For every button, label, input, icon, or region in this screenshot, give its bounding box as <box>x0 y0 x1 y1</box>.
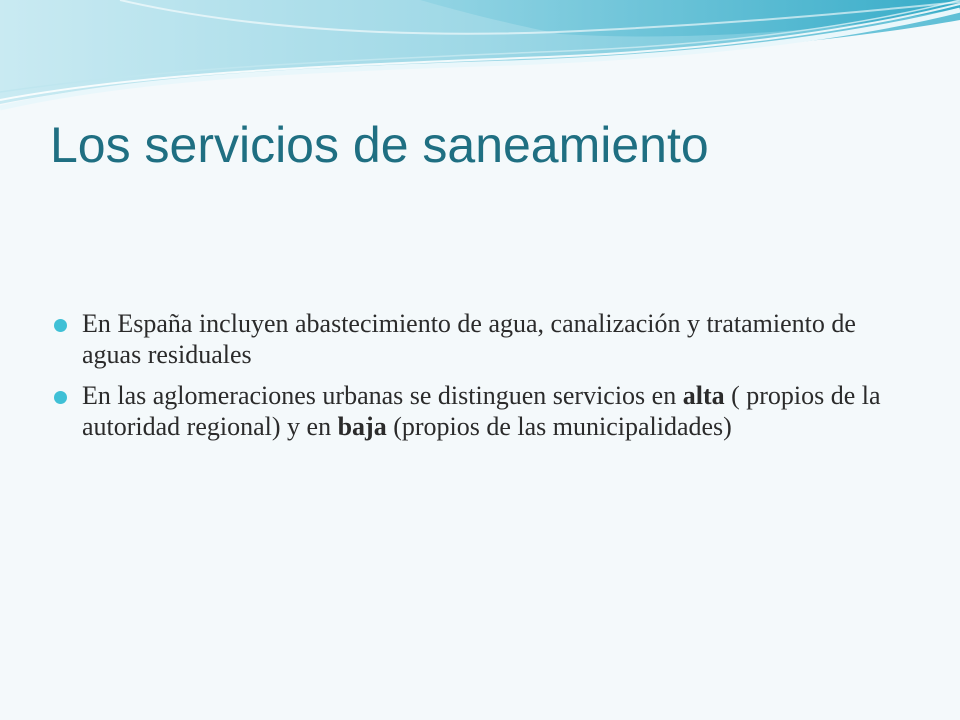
bullet-list <box>52 308 902 452</box>
bullet-text-part-2: ( propios de la autoridad regional) y en <box>82 381 881 441</box>
bullet-dot-icon <box>54 319 67 332</box>
bullet-dot-icon <box>54 391 67 404</box>
bullet-item-2 <box>52 380 902 442</box>
decorative-wave-header <box>0 0 960 130</box>
bullet-text-part-1: En las aglomeraciones urbanas se distinguen servicios en <box>82 381 683 410</box>
bullet-text: En España incluyen abastecimiento de agua, canalización y tratamiento de aguas residuales <box>82 309 856 369</box>
bullet-text-part-3: (propios de las municipalidades) <box>386 412 732 441</box>
bullet-bold-baja: baja <box>337 412 387 441</box>
bullet-item-1 <box>52 308 902 370</box>
slide-title: Los servicios de saneamiento <box>50 117 709 173</box>
bullet-bold-alta: alta <box>682 381 725 410</box>
